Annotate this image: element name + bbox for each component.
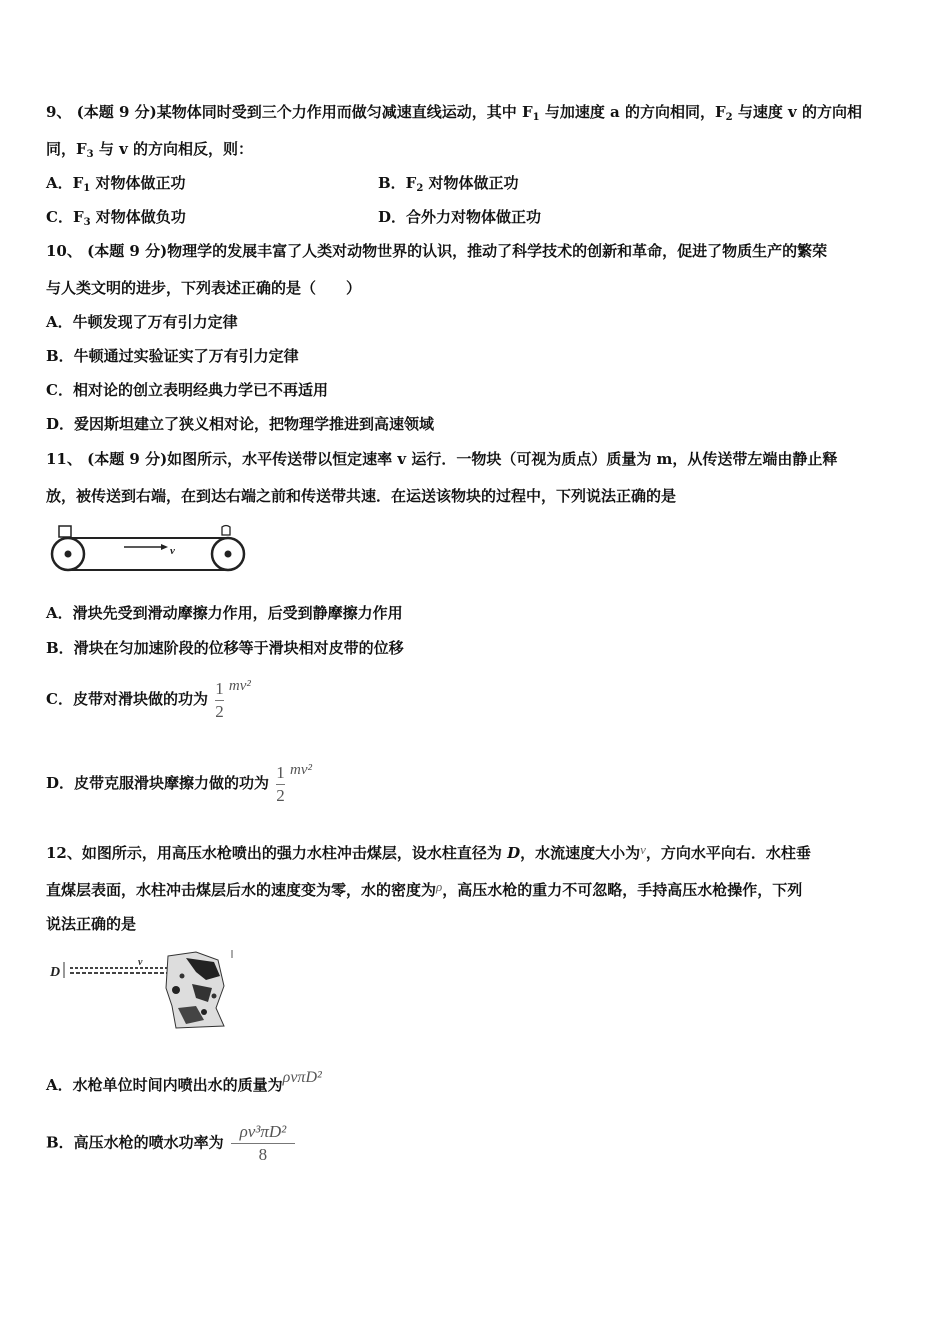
coal-seam (166, 952, 224, 1028)
mass-flow-expression: ρvπD² (282, 1069, 322, 1086)
q11-option-a: A．滑块先受到滑动摩擦力作用，后受到静摩擦力作用 (46, 604, 403, 622)
pulley-left-axle (65, 551, 72, 558)
q12-option-b: B．高压水枪的喷水功率为 $\frac{\text{ρv³πD²}}{8}$ (46, 1122, 295, 1165)
water-gun-figure (46, 946, 246, 1032)
velocity-label: v (170, 545, 175, 557)
q11-stem-line2: 放，被传送到右端，在到达右端之前和传送带共速．在运送该物块的过程中，下列说法正确的是 (46, 487, 677, 505)
q10-stem-line1: 10、 (本题 9 分)物理学的发展丰富了人类对动物世界的认识，推动了科学技术的创新和革命，促进了物质生产的繁荣 (46, 242, 828, 260)
velocity-arrowhead (161, 544, 168, 550)
half-fraction-c: $\frac{1}{2}$ (215, 678, 224, 721)
q9-stem-line1: 9、 (本题 9 分)某物体同时受到三个力作用而做匀减速直线运动，其中 $F_1$ 与加速度 a 的方向相同，$F_2$ 与速度 v 的方向相 (46, 103, 862, 123)
half-fraction-d: $\frac{1}{2}$ (276, 762, 285, 805)
conveyor-belt-figure (46, 524, 256, 580)
q12-stem-line3: 说法正确的是 (46, 915, 137, 933)
q11-option-c: C．皮带对滑块做的功为 $\frac{1}{2}$ mv² (46, 678, 251, 721)
q10-stem-line2: 与人类文明的进步，下列表述正确的是（ ） (46, 279, 362, 297)
q12-option-a: A．水枪单位时间内喷出水的质量为ρvπD² (46, 1069, 322, 1094)
mv2-c: mv² (228, 678, 251, 694)
block-left (59, 526, 71, 537)
power-fraction: $\frac{\text{ρv³πD²}}{8}$ (231, 1122, 295, 1165)
q9-option-a: A．$F_1$ 对物体做正功 (46, 174, 186, 194)
q11-stem-line1: 11、 (本题 9 分)如图所示，水平传送带以恒定速率 v 运行．一物块（可视为质点）质量为 m，从传送带左端由静止释 (46, 450, 838, 468)
mv2-d: mv² (289, 762, 312, 778)
q11-option-b: B．滑块在匀加速阶段的位移等于滑块相对皮带的位移 (46, 639, 404, 657)
q10-option-c: C．相对论的创立表明经典力学已不再适用 (46, 381, 328, 399)
q12-stem-line1: 12、如图所示，用高压水枪喷出的强力水柱冲击煤层，设水柱直径为 D，水流速度大小为v，方向水平向右．水柱垂 (46, 842, 811, 862)
jet-velocity-label: v (138, 957, 143, 968)
block-right (222, 526, 230, 536)
q10-option-b: B．牛顿通过实验证实了万有引力定律 (46, 347, 299, 365)
diameter-label: D (50, 965, 61, 980)
q10-option-d: D．爱因斯坦建立了狭义相对论，把物理学推进到高速领域 (46, 415, 435, 433)
q9-option-b: B．$F_2$ 对物体做正功 (378, 174, 519, 194)
pulley-right-axle (225, 551, 232, 558)
q12-stem-line2: 直煤层表面，水柱冲击煤层后水的速度变为零，水的密度为ρ，高压水枪的重力不可忽略，手持高压水枪操作，下列 (46, 879, 803, 899)
q10-option-a: A．牛顿发现了万有引力定律 (46, 313, 238, 331)
q9-option-d: D．合外力对物体做正功 (378, 208, 542, 226)
q9-stem-line2: 同，$F_3$ 与 v 的方向相反，则： (46, 140, 254, 160)
q9-option-c: C．$F_3$ 对物体做负功 (46, 208, 186, 228)
q11-option-d: D．皮带克服滑块摩擦力做的功为 $\frac{1}{2}$ mv² (46, 762, 312, 805)
